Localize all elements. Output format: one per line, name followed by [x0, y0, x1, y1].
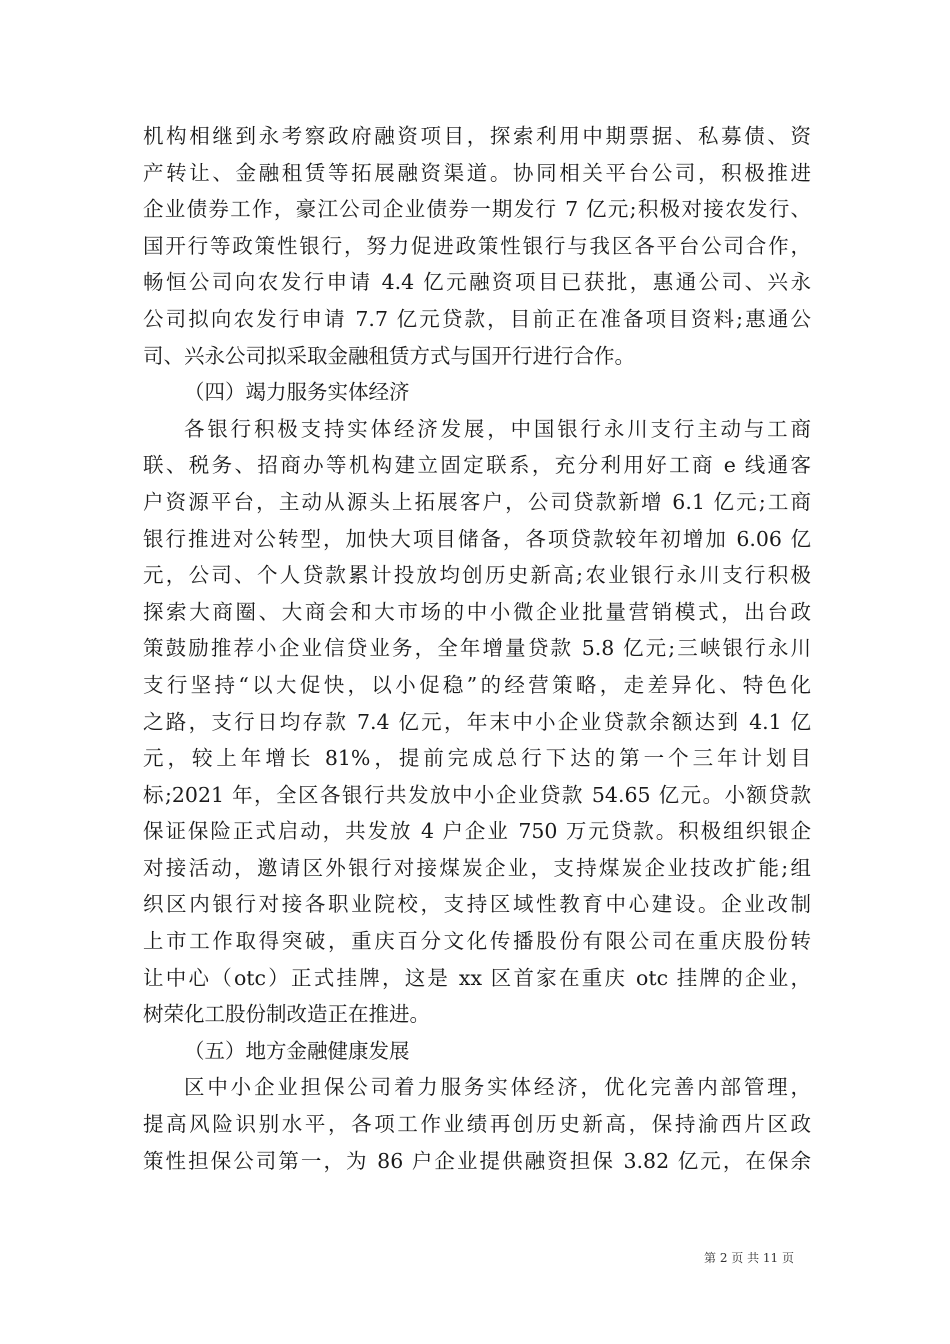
section-heading: （四）竭力服务实体经济 — [184, 380, 410, 405]
text-line: 畅恒公司向农发行申请 4.4 亿元融资项目已获批，惠通公司、兴永 — [143, 270, 811, 295]
text-line: 策性担保公司第一，为 86 户企业提供融资担保 3.82 亿元，在保余 — [143, 1148, 811, 1173]
text-line: 国开行等政策性银行，努力促进政策性银行与我区各平台公司合作， — [143, 233, 811, 258]
text-line: 产转让、金融租赁等拓展融资渠道。协同相关平台公司，积极推进 — [143, 160, 811, 185]
text-line: 各银行积极支持实体经济发展，中国银行永川支行主动与工商 — [184, 416, 811, 441]
page-number-footer: 第 2 页 共 11 页 — [704, 1251, 794, 1265]
text-line: 元，公司、个人贷款累计投放均创历史新高;农业银行永川支行积极 — [143, 563, 811, 588]
text-line: 支行坚持“以大促快，以小促稳”的经营策略，走差异化、特色化 — [143, 672, 811, 697]
text-line: 探索大商圈、大商会和大市场的中小微企业批量营销模式，出台政 — [143, 599, 811, 624]
text-line: 企业债券工作，豪江公司企业债券一期发行 7 亿元;积极对接农发行、 — [143, 197, 811, 222]
text-line: 对接活动，邀请区外银行对接煤炭企业，支持煤炭企业技改扩能;组 — [143, 855, 811, 880]
text-line: 司、兴永公司拟采取金融租赁方式与国开行进行合作。 — [143, 343, 635, 368]
text-line: 树荣化工股份制改造正在推进。 — [143, 1002, 430, 1027]
text-line: 元，较上年增长 81%，提前完成总行下达的第一个三年计划目 — [143, 746, 811, 771]
text-line: 机构相继到永考察政府融资项目，探索利用中期票据、私募债、资 — [143, 124, 811, 148]
section-heading: （五）地方金融健康发展 — [184, 1038, 410, 1063]
text-line: 之路，支行日均存款 7.4 亿元，年末中小企业贷款余额达到 4.1 亿 — [143, 709, 811, 734]
text-line: 区中小企业担保公司着力服务实体经济，优化完善内部管理， — [184, 1075, 811, 1100]
text-line: 让中心（otc）正式挂牌，这是 xx 区首家在重庆 otc 挂牌的企业， — [143, 965, 811, 990]
text-line: 联、税务、招商办等机构建立固定联系，充分利用好工商 e 线通客 — [143, 453, 811, 478]
text-line: 上市工作取得突破，重庆百分文化传播股份有限公司在重庆股份转 — [143, 929, 811, 954]
text-line: 保证保险正式启动，共发放 4 户企业 750 万元贷款。积极组织银企 — [143, 819, 811, 844]
text-line: 银行推进对公转型，加快大项目储备，各项贷款较年初增加 6.06 亿 — [143, 526, 811, 551]
text-line: 织区内银行对接各职业院校，支持区域性教育中心建设。企业改制 — [143, 892, 811, 917]
text-line: 策鼓励推荐小企业信贷业务，全年增量贷款 5.8 亿元;三峡银行永川 — [143, 636, 811, 661]
document-body — [143, 118, 811, 1179]
text-line: 户资源平台，主动从源头上拓展客户，公司贷款新增 6.1 亿元;工商 — [143, 489, 811, 514]
text-line: 提高风险识别水平，各项工作业绩再创历史新高，保持渝西片区政 — [143, 1112, 811, 1137]
text-line: 公司拟向农发行申请 7.7 亿元贷款，目前正在准备项目资料;惠通公 — [143, 306, 811, 331]
text-line: 标;2021 年，全区各银行共发放中小企业贷款 54.65 亿元。小额贷款 — [143, 782, 811, 807]
